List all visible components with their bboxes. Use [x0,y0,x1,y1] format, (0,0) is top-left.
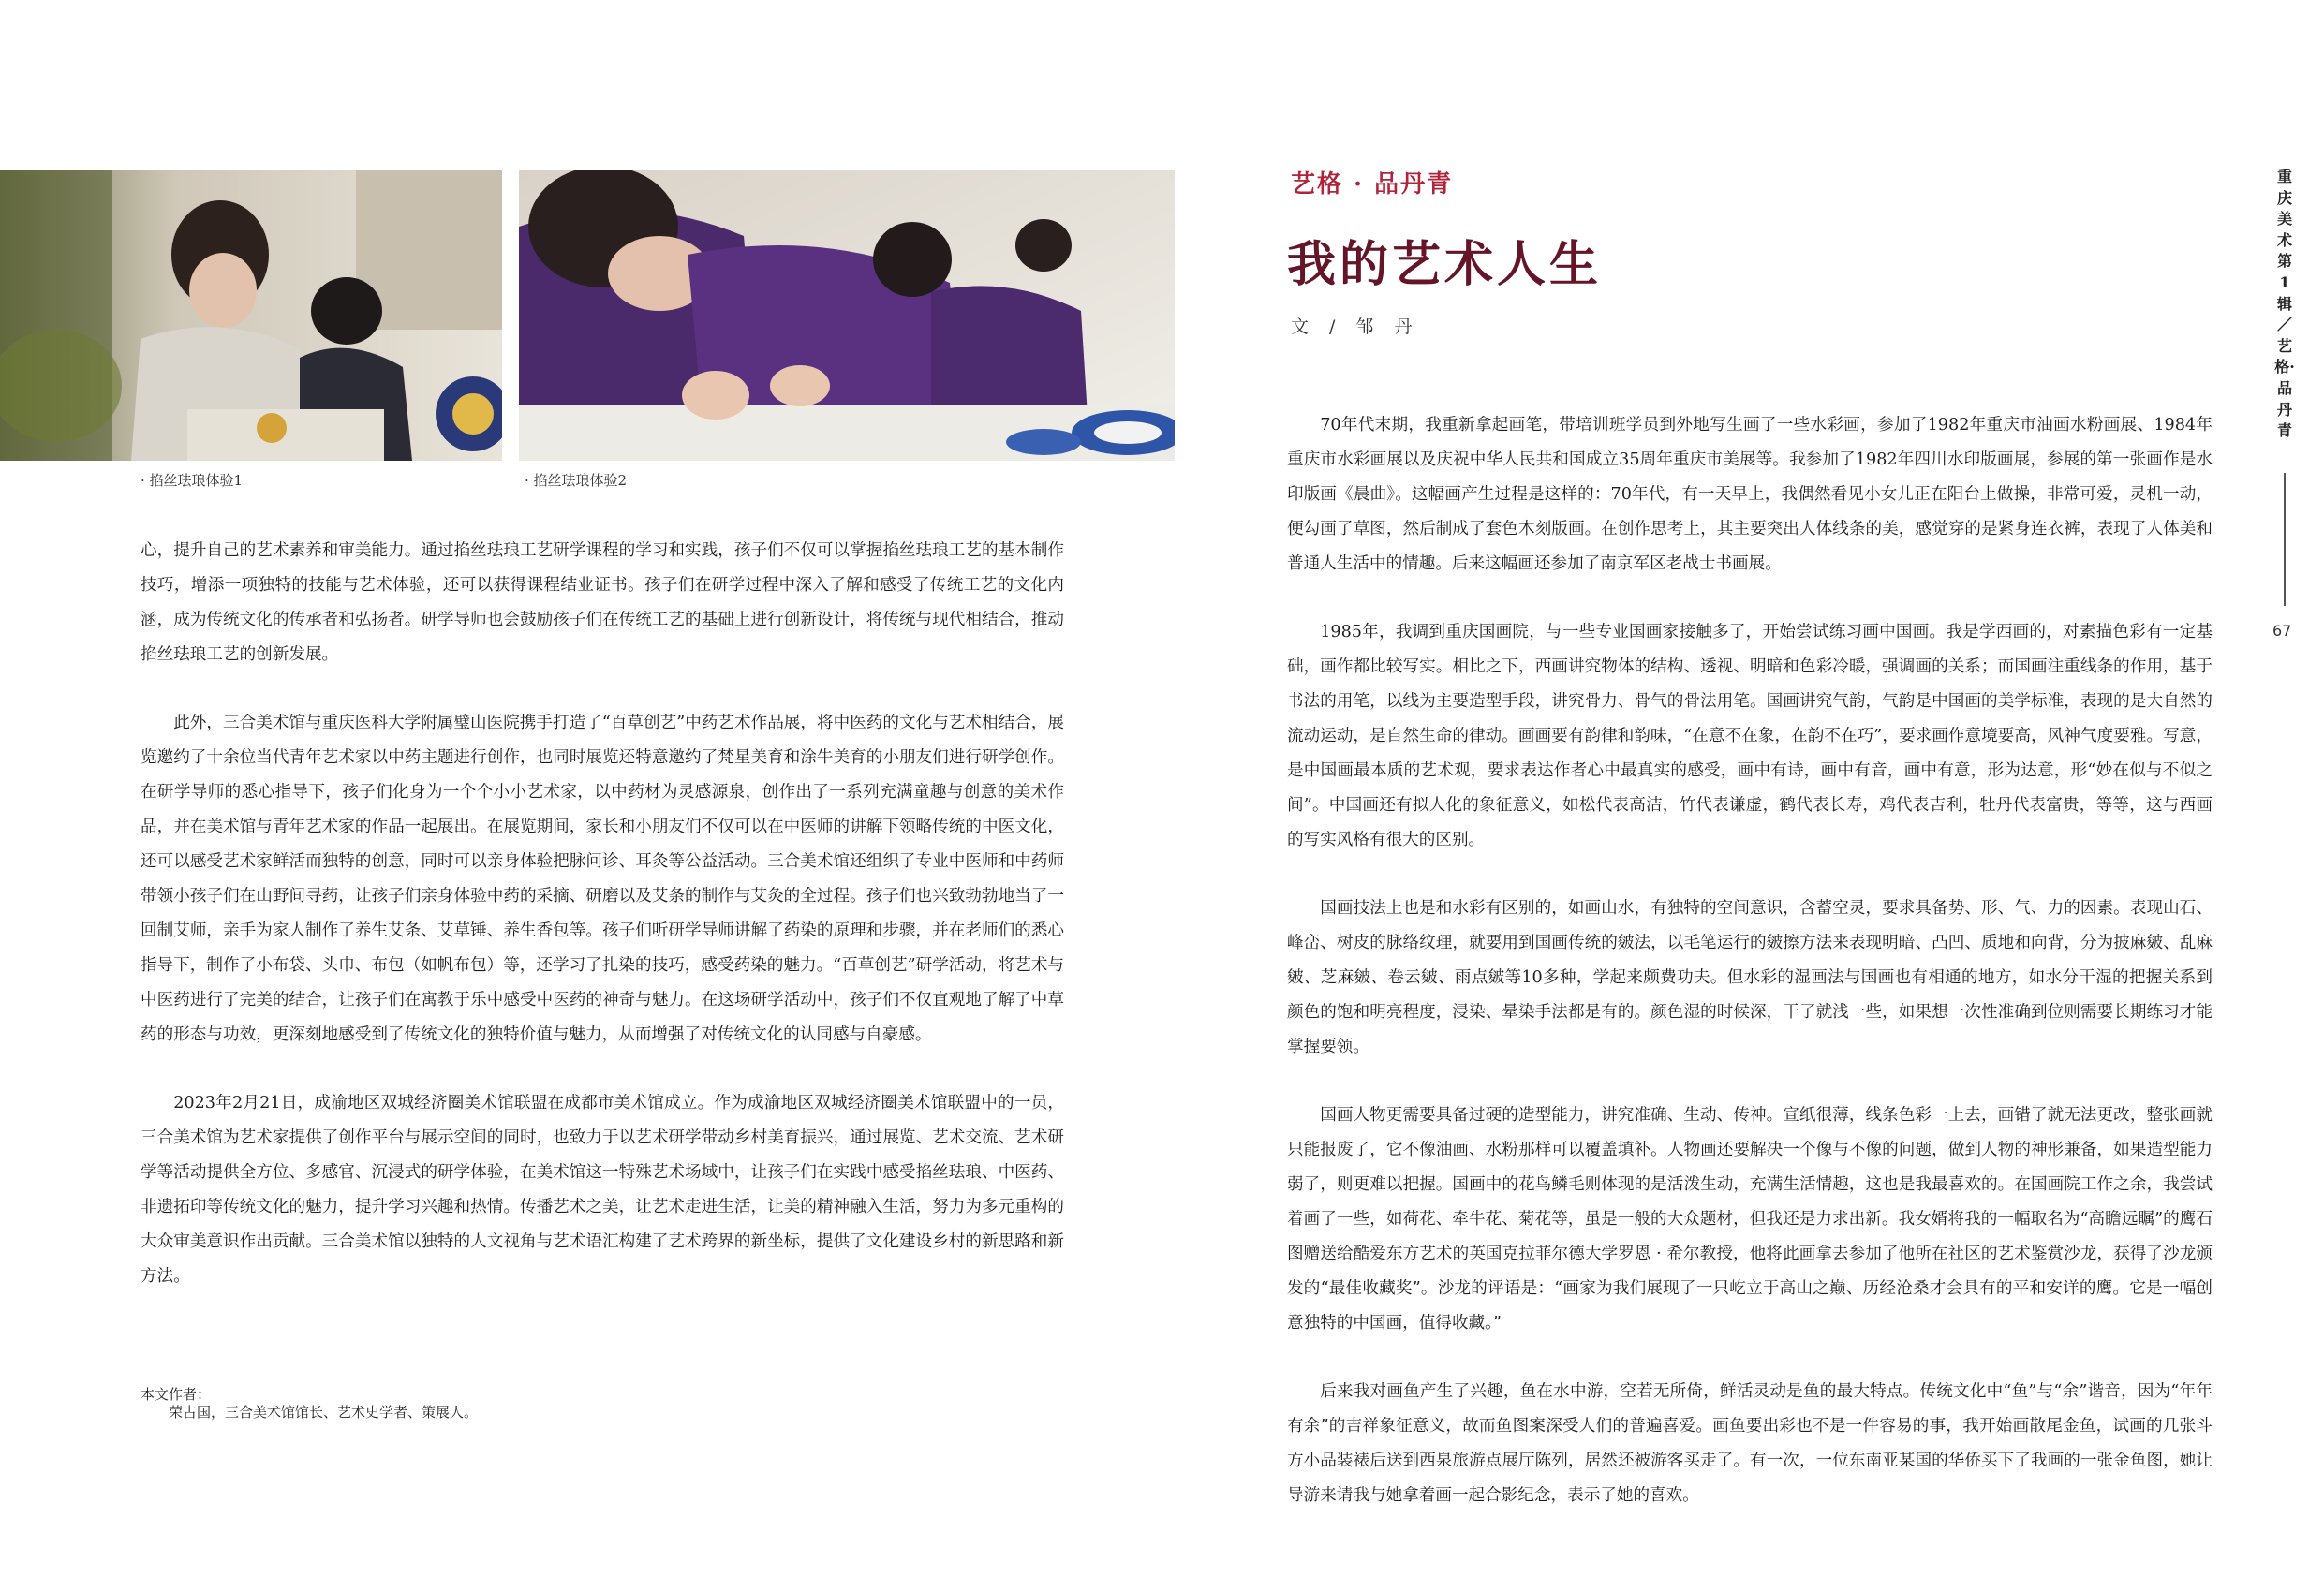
byline: 文 / 邹 丹 [1291,317,1420,337]
author-note-text: 荣占国，三合美术馆馆长、艺术史学者、策展人。 [169,1404,479,1421]
author-note [141,1386,478,1422]
paragraph: 国画人物更需要具备过硬的造型能力，讲究准确、生动、传神。宣纸很薄，线条色彩一上去，画错了就无法更改，整张画就只能报废了，它不像油画、水粉那样可以覆盖填补。人物画还要解决一个像与不像的问题，做到人物的神形兼备，如果造型能力弱了，则更难以把握。国画中的花鸟鳞毛则体现的是活泼生动，充满生活情趣，这也是我最喜欢的。在国画院工作之余，我尝试着画了一些，如荷花、牵牛花、菊花等，虽是一般的大众题材，但我还是力求出新。我女婿将我的一幅取名为“高瞻远瞩”的鹰石图赠送给酷爱东方艺术的英国克拉菲尔德大学罗恩 · 希尔教授，他将此画拿去参加了他所在社区的艺术鉴赏沙龙，获得了沙龙颁发的“最佳收藏奖”。沙龙的评语是：“画家为我们展现了一只屹立于高山之巅、历经沧桑才会具有的平和安详的鹰。它是一幅创意独特的中国画，值得收藏。” [1287,1106,2213,1333]
paragraph: 后来我对画鱼产生了兴趣，鱼在水中游，空若无所倚，鲜活灵动是鱼的最大特点。传统文化中“鱼”与“余”谐音，因为“年年有余”的吉祥象征意义，故而鱼图案深受人们的普遍喜爱。画鱼要出彩也不是一件容易的事，我开始画散尾金鱼，试画的几张斗方小品装裱后送到西泉旅游点展厅陈列，居然还被游客买走了。有一次，一位东南亚某国的华侨买下了我画的一张金鱼图，她让导游来请我与她拿着画一起合影纪念，表示了她的喜欢。 [1287,1382,2213,1505]
paragraph: 2023年2月21日，成渝地区双城经济圈美术馆联盟在成都市美术馆成立。作为成渝地区双城经济圈美术馆联盟中的一员，三合美术馆为艺术家提供了创作平台与展示空间的同时，也致力于以艺术研学带动乡村美育振兴，通过展览、艺术交流、艺术研学等活动提供全方位、多感官、沉浸式的研学体验，在美术馆这一特殊艺术场域中，让孩子们在实践中感受掐丝珐琅、中医药、非遗拓印等传统文化的魅力，提升学习兴趣和热情。传播艺术之美，让艺术走进生活，让美的精神融入生活，努力为多元重构的大众审美意识作出贡献。三合美术馆以独特的人文视角与艺术语汇构建了艺术跨界的新坐标，提供了文化建设乡村的新思路和新方法。 [141,1094,1064,1286]
paragraph: 此外，三合美术馆与重庆医科大学附属璧山医院携手打造了“百草创艺”中药艺术作品展，将中医药的文化与艺术相结合，展览邀约了十余位当代青年艺术家以中药主题进行创作，也同时展览还特意邀约了梵星美育和涂牛美育的小朋友们进行研学创作。在研学导师的悉心指导下，孩子们化身为一个个小小艺术家，以中药材为灵感源泉，创作出了一系列充满童趣与创意的美术作品，并在美术馆与青年艺术家的作品一起展出。在展览期间，家长和小朋友们不仅可以在中医师的讲解下领略传统的中医文化，还可以感受艺术家鲜活而独特的创意，同时可以亲身体验把脉问诊、耳灸等公益活动。三合美术馆还组织了专业中医师和中药师带领小孩子们在山野间寻药，让孩子们亲身体验中药的采摘、研磨以及艾条的制作与艾灸的全过程。孩子们也兴致勃勃地当了一回制艾师，亲手为家人制作了养生艾条、艾草锤、养生香包等。孩子们听研学导师讲解了药染的原理和步骤，并在老师们的悉心指导下，制作了小布袋、头巾、布包（如帆布包）等，还学习了扎染的技巧，感受药染的魅力。“百草创艺”研学活动，将艺术与中医药进行了完美的结合，让孩子们在寓教于乐中感受中医药的神奇与魅力。在这场研学活动中，孩子们不仅直观地了解了中草药的形态与功效，更深刻地感受到了传统文化的独特价值与魅力，从而增强了对传统文化的认同感与自豪感。 [141,714,1064,1044]
paragraph: 70年代末期，我重新拿起画笔，带培训班学员到外地写生画了一些水彩画，参加了1982年重庆市油画水粉画展、1984年重庆市水彩画展以及庆祝中华人民共和国成立35周年重庆市美展等。我参加了1982年四川水印版画展，参展的第一张画作是水印版画《晨曲》。这幅画产生过程是这样的：70年代，有一天早上，我偶然看见小女儿正在阳台上做操，非常可爱，灵机一动，便勾画了草图，然后制成了套色木刻版画。在创作思考上，其主要突出人体线条的美，感觉穿的是紧身连衣裤，表现了人体美和普通人生活中的情趣。后来这幅画还参加了南京军区老战士书画展。 [1287,416,2213,573]
photo-enamel-workshop-1 [0,170,502,461]
page-number: 67 [2272,622,2292,640]
paragraph: 心，提升自己的艺术素养和审美能力。通过掐丝珐琅工艺研学课程的学习和实践，孩子们不仅可以掌握掐丝珐琅工艺的基本制作技巧，增添一项独特的技能与艺术体验，还可以获得课程结业证书。孩子们在研学过程中深入了解和感受了传统工艺的文化内涵，成为传统文化的传承者和弘扬者。研学导师也会鼓励孩子们在传统工艺的基础上进行创新设计，将传统与现代相结合，推动掐丝珐琅工艺的创新发展。 [141,541,1064,664]
author-note-label: 本文作者： [141,1386,212,1403]
paragraph: 国画技法上也是和水彩有区别的，如画山水，有独特的空间意识，含蓄空灵，要求具备势、形、气、力的因素。表现山石、峰峦、树皮的脉络纹理，就要用到国画传统的皴法，以毛笔运行的皴擦方法来表现明暗、凸凹、质地和向背，分为披麻皴、乱麻皴、芝麻皴、卷云皴、雨点皴等10多种，学起来颇费功夫。但水彩的湿画法与国画也有相通的地方，如水分干湿的把握关系到颜色的饱和明亮程度，浸染、晕染手法都是有的。颜色湿的时候深，干了就浅一些，如果想一次性准确到位则需要长期练习才能掌握要领。 [1287,899,2213,1056]
side-divider [2284,473,2286,606]
left-column-text [141,534,1064,1328]
running-header-vertical: 重庆美术第1辑／艺格·品丹青 [2274,168,2295,440]
photo-enamel-workshop-2 [519,170,1175,461]
paragraph: 1985年，我调到重庆国画院，与一些专业国画家接触多了，开始尝试练习画中国画。我是学西画的，对素描色彩有一定基础，画作都比较写实。相比之下，西画讲究物体的结构、透视、明暗和色彩冷暖，强调画的关系；而国画注重线条的作用，基于书法的用笔，以线为主要造型手段，讲究骨力、骨气的骨法用笔。国画讲究气韵，气韵是中国画的美学标准，表现的是大自然的流动运动，是自然生命的律动。画画要有韵律和韵味，“在意不在象，在韵不在巧”，要求画作意境要高，风神气度要雅。写意，是中国画最本质的艺术观，要求表达作者心中最真实的感受，画中有诗，画中有音，画中有意，形为达意，形“妙在似与不似之间”。中国画还有拟人化的象征意义，如松代表高洁，竹代表谦虚，鹤代表长寿，鸡代表吉利，牡丹代表富贵，等等，这与西画的写实风格有很大的区别。 [1287,623,2213,849]
column-label: 艺格 · 品丹青 [1291,170,1454,199]
right-column-text [1287,408,2213,1547]
photo-caption-1: · 掐丝珐琅体验1 [141,472,244,489]
article-title: 我的艺术人生 [1287,236,1603,293]
photo-caption-2: · 掐丝珐琅体验2 [525,472,628,489]
